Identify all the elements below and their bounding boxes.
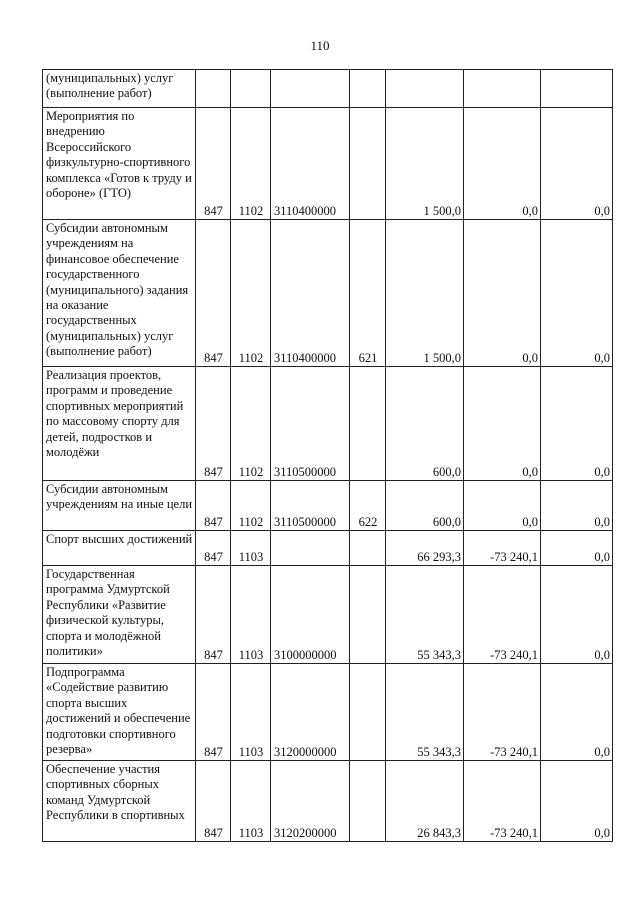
table-row xyxy=(43,664,613,761)
target-article-cell: 3110400000 xyxy=(271,220,350,367)
amount-cell-2: 0,0 xyxy=(464,220,541,367)
section-code-cell: 1103 xyxy=(231,761,271,842)
budget-table xyxy=(42,69,613,842)
amount-cell-3: 0,0 xyxy=(541,481,613,531)
amount-cell-1: 26 843,3 xyxy=(386,761,464,842)
row-name-cell: Субсидии автономным учреждениям на финансовое обеспечение государственного (муниципального) задания на оказание государственных (муниципальных) услуг (выполнение работ) xyxy=(43,220,196,367)
amount-cell-3: 0,0 xyxy=(541,220,613,367)
amount-cell-1 xyxy=(386,70,464,108)
table-row xyxy=(43,220,613,367)
amount-cell-3 xyxy=(541,70,613,108)
section-code-cell: 1103 xyxy=(231,531,271,566)
target-article-cell: 3100000000 xyxy=(271,566,350,664)
table-row xyxy=(43,481,613,531)
amount-cell-2: -73 240,1 xyxy=(464,531,541,566)
table-body xyxy=(43,70,613,842)
row-name-cell: Обеспечение участия спортивных сборных команд Удмуртской Республики в спортивных xyxy=(43,761,196,842)
amount-cell-2 xyxy=(464,70,541,108)
amount-cell-2: 0,0 xyxy=(464,108,541,220)
amount-cell-1: 1 500,0 xyxy=(386,108,464,220)
row-name-cell: Подпрограмма «Содействие развитию спорта высших достижений и обеспечение подготовки спортивного резерва» xyxy=(43,664,196,761)
table-row xyxy=(43,108,613,220)
amount-cell-3: 0,0 xyxy=(541,566,613,664)
row-name-cell: Субсидии автономным учреждениям на иные цели xyxy=(43,481,196,531)
amount-cell-1: 55 343,3 xyxy=(386,664,464,761)
table-row xyxy=(43,761,613,842)
row-name-cell: Спорт высших достижений xyxy=(43,531,196,566)
target-article-cell xyxy=(271,70,350,108)
expense-type-cell: 621 xyxy=(350,220,386,367)
table-row xyxy=(43,531,613,566)
row-name-cell: (муниципальных) услуг (выполнение работ) xyxy=(43,70,196,108)
amount-cell-1: 1 500,0 xyxy=(386,220,464,367)
amount-cell-2: 0,0 xyxy=(464,367,541,481)
target-article-cell: 3120000000 xyxy=(271,664,350,761)
amount-cell-2: -73 240,1 xyxy=(464,761,541,842)
ministry-code-cell: 847 xyxy=(196,367,231,481)
expense-type-cell xyxy=(350,531,386,566)
ministry-code-cell: 847 xyxy=(196,481,231,531)
section-code-cell: 1102 xyxy=(231,481,271,531)
target-article-cell: 3110500000 xyxy=(271,481,350,531)
section-code-cell xyxy=(231,70,271,108)
expense-type-cell xyxy=(350,761,386,842)
table-row xyxy=(43,367,613,481)
section-code-cell: 1102 xyxy=(231,108,271,220)
expense-type-cell: 622 xyxy=(350,481,386,531)
target-article-cell: 3110500000 xyxy=(271,367,350,481)
amount-cell-3: 0,0 xyxy=(541,531,613,566)
amount-cell-1: 66 293,3 xyxy=(386,531,464,566)
target-article-cell xyxy=(271,531,350,566)
expense-type-cell xyxy=(350,367,386,481)
amount-cell-1: 600,0 xyxy=(386,367,464,481)
target-article-cell: 3110400000 xyxy=(271,108,350,220)
amount-cell-2: -73 240,1 xyxy=(464,566,541,664)
section-code-cell: 1103 xyxy=(231,664,271,761)
amount-cell-3: 0,0 xyxy=(541,761,613,842)
row-name-cell: Реализация проектов, программ и проведение спортивных мероприятий по массовому спорту для детей, подростков и молодёжи xyxy=(43,367,196,481)
table-row xyxy=(43,566,613,664)
row-name-cell: Государственная программа Удмуртской Республики «Развитие физической культуры, спорта и молодёжной политики» xyxy=(43,566,196,664)
ministry-code-cell: 847 xyxy=(196,220,231,367)
ministry-code-cell: 847 xyxy=(196,566,231,664)
page-number: 110 xyxy=(310,38,330,53)
ministry-code-cell: 847 xyxy=(196,108,231,220)
amount-cell-3: 0,0 xyxy=(541,108,613,220)
section-code-cell: 1103 xyxy=(231,566,271,664)
amount-cell-2: 0,0 xyxy=(464,481,541,531)
expense-type-cell xyxy=(350,566,386,664)
ministry-code-cell: 847 xyxy=(196,664,231,761)
amount-cell-1: 600,0 xyxy=(386,481,464,531)
row-name-cell: Мероприятия по внедрению Всероссийского физкультурно-спортивного комплекса «Готов к труду и обороне» (ГТО) xyxy=(43,108,196,220)
amount-cell-2: -73 240,1 xyxy=(464,664,541,761)
amount-cell-3: 0,0 xyxy=(541,367,613,481)
ministry-code-cell: 847 xyxy=(196,761,231,842)
target-article-cell: 3120200000 xyxy=(271,761,350,842)
ministry-code-cell xyxy=(196,70,231,108)
table-row xyxy=(43,70,613,108)
amount-cell-3: 0,0 xyxy=(541,664,613,761)
expense-type-cell xyxy=(350,70,386,108)
section-code-cell: 1102 xyxy=(231,220,271,367)
expense-type-cell xyxy=(350,108,386,220)
amount-cell-1: 55 343,3 xyxy=(386,566,464,664)
expense-type-cell xyxy=(350,664,386,761)
section-code-cell: 1102 xyxy=(231,367,271,481)
ministry-code-cell: 847 xyxy=(196,531,231,566)
